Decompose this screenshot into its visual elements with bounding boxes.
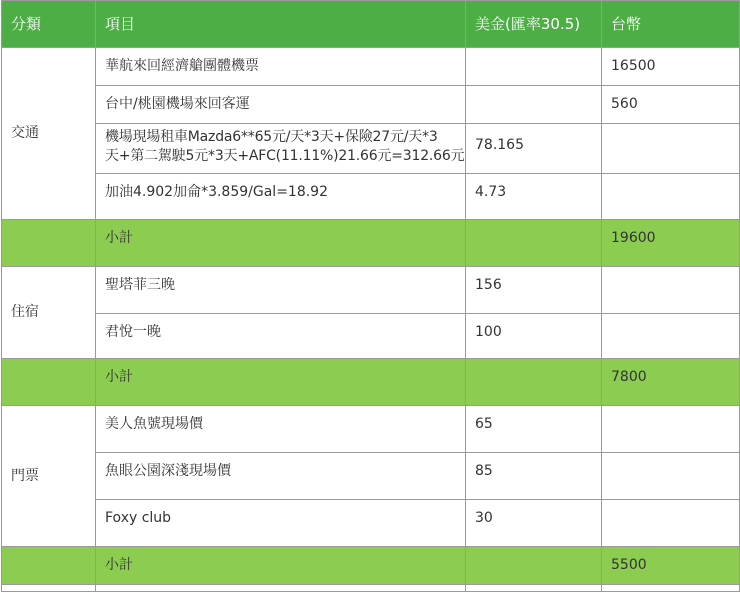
twd-cell: 560 <box>602 86 740 124</box>
table-row <box>2 86 740 124</box>
subtotal-usd <box>466 220 602 267</box>
subtotal-usd <box>466 359 602 406</box>
usd-cell <box>466 86 602 124</box>
usd-cell: 4.73 <box>466 174 602 220</box>
table-row <box>2 267 740 314</box>
header-twd: 台幣 <box>602 1 740 48</box>
item-cell: 台中/桃園機場來回客運 <box>96 86 466 124</box>
usd-cell <box>466 48 602 86</box>
header-category: 分類 <box>2 1 96 48</box>
item-cell: 聖塔菲三晚 <box>96 267 466 314</box>
table-row <box>2 174 740 220</box>
item-cell: 魚眼公園深淺現場價 <box>96 453 466 500</box>
twd-cell <box>602 314 740 359</box>
usd-cell: 156 <box>466 267 602 314</box>
subtotal-row <box>2 359 740 406</box>
item-line: 機場現場租車Mazda6**65元/天*3天+保險27元/天*3 <box>105 129 438 145</box>
twd-cell <box>602 453 740 500</box>
empty-cell <box>466 585 602 592</box>
header-row <box>2 1 740 48</box>
subtotal-usd <box>466 547 602 585</box>
usd-cell: 65 <box>466 406 602 453</box>
category-cell-tickets: 門票 <box>2 406 96 547</box>
table-row <box>2 124 740 174</box>
subtotal-row <box>2 547 740 585</box>
table-row <box>2 48 740 86</box>
item-cell <box>96 124 466 174</box>
subtotal-category-cell <box>2 547 96 585</box>
item-cell: Foxy club <box>96 500 466 547</box>
twd-cell <box>602 406 740 453</box>
item-line: 天+第二駕駛5元*3天+AFC(11.11%)21.66元=312.66元 <box>105 148 465 164</box>
subtotal-label: 小計 <box>96 547 466 585</box>
usd-cell: 78.165 <box>466 124 602 174</box>
subtotal-row <box>2 220 740 267</box>
table-row <box>2 453 740 500</box>
header-item: 項目 <box>96 1 466 48</box>
table-row <box>2 500 740 547</box>
table-row-partial <box>2 585 740 592</box>
category-cell-transport: 交通 <box>2 48 96 220</box>
item-cell: 華航來回經濟艙團體機票 <box>96 48 466 86</box>
item-cell: 君悅一晚 <box>96 314 466 359</box>
twd-cell <box>602 500 740 547</box>
empty-cell <box>2 585 96 592</box>
empty-cell <box>96 585 466 592</box>
empty-cell <box>602 585 740 592</box>
subtotal-label: 小計 <box>96 220 466 267</box>
usd-cell: 30 <box>466 500 602 547</box>
subtotal-twd: 5500 <box>602 547 740 585</box>
budget-table <box>1 0 740 592</box>
table-row <box>2 406 740 453</box>
header-usd: 美金(匯率30.5) <box>466 1 602 48</box>
subtotal-label: 小計 <box>96 359 466 406</box>
twd-cell <box>602 124 740 174</box>
twd-cell: 16500 <box>602 48 740 86</box>
twd-cell <box>602 174 740 220</box>
item-cell: 美人魚號現場價 <box>96 406 466 453</box>
category-cell-lodging: 住宿 <box>2 267 96 359</box>
twd-cell <box>602 267 740 314</box>
table-row <box>2 314 740 359</box>
subtotal-twd: 19600 <box>602 220 740 267</box>
item-cell: 加油4.902加侖*3.859/Gal=18.92 <box>96 174 466 220</box>
usd-cell: 100 <box>466 314 602 359</box>
subtotal-twd: 7800 <box>602 359 740 406</box>
usd-cell: 85 <box>466 453 602 500</box>
subtotal-category-cell <box>2 359 96 406</box>
subtotal-category-cell <box>2 220 96 267</box>
